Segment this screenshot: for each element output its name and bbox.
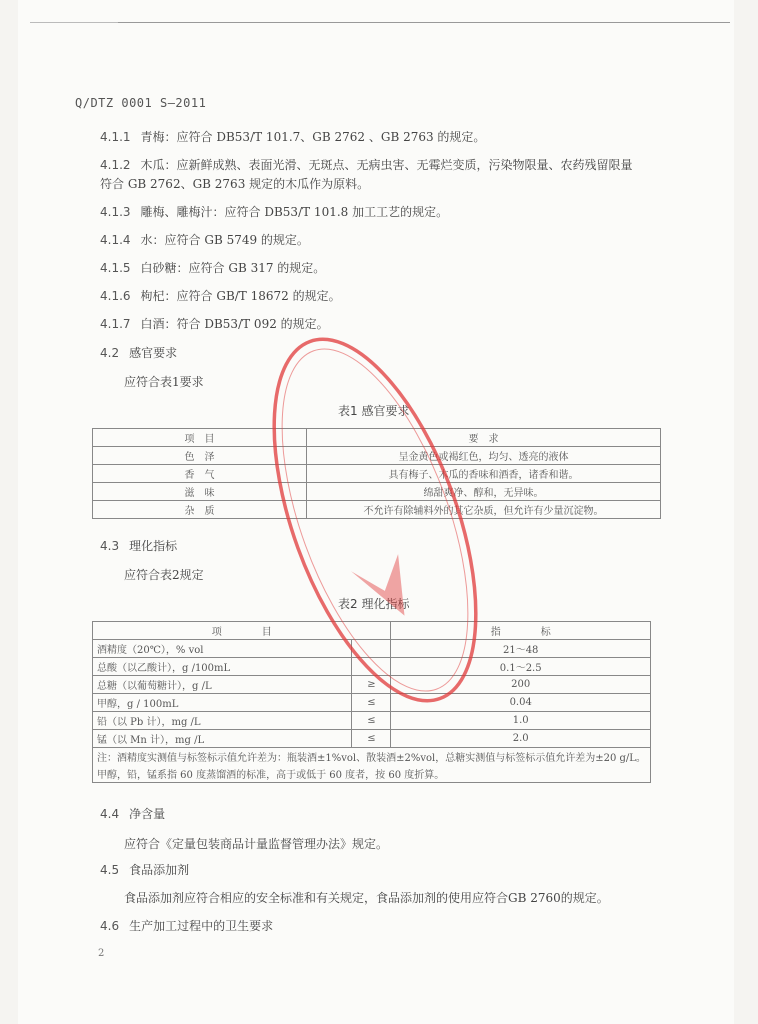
table-header-row: 项 目 要 求 [93,429,661,447]
table1-caption: 表1 感官要求 [338,404,410,418]
standard-code: Q/DTZ 0001 S—2011 [75,96,207,110]
physicochemical-table [92,621,651,783]
table-row: 酒精度（20℃），% vol 21～48 [93,640,651,658]
table-row: 总酸（以乙酸计），g /100mL 0.1～2.5 [93,658,651,676]
table2-caption: 表2 理化指标 [338,597,410,611]
clause-4-1-1: 4.1.1 青梅：应符合 DB53/T 101.7、GB 2762 、GB 2763 的规定。 [100,130,486,144]
table-row: 杂 质 不允许有除辅料外的其它杂质，但允许有少量沉淀物。 [93,501,661,519]
table-header-row: 项 目 指 标 [93,622,651,640]
section-4-4-heading: 4.4 净含量 [100,807,166,821]
table-row: 香 气 具有梅子、木瓜的香味和酒香，诸香和谐。 [93,465,661,483]
clause-4-1-7: 4.1.7 白酒：符合 DB53/T 092 的规定。 [100,317,329,331]
table-row: 铅（以 Pb 计），mg /L ≤ 1.0 [93,712,651,730]
section-4-4-body: 应符合《定量包装商品计量监督管理办法》规定。 [124,837,389,851]
section-4-2-heading: 4.2 感官要求 [100,346,178,360]
clause-4-1-2-cont: 符合 GB 2762、GB 2763 规定的木瓜作为原料。 [100,177,370,191]
section-4-3-heading: 4.3 理化指标 [100,539,178,553]
section-4-2-body: 应符合表1要求 [124,375,204,389]
table-row: 总糖（以葡萄糖计），g /L ≥ 200 [93,676,651,694]
section-4-5-heading: 4.5 食品添加剂 [100,863,190,877]
table-row: 锰（以 Mn 计），mg /L ≤ 2.0 [93,730,651,748]
sensory-table [92,428,661,519]
table-row: 色 泽 呈金黄色或褐红色，均匀、透亮的液体 [93,447,661,465]
header-rule-dark [118,22,730,23]
table-row: 滋 味 绵甜爽净、醇和，无异味。 [93,483,661,501]
clause-4-1-5: 4.1.5 白砂糖：应符合 GB 317 的规定。 [100,261,326,275]
table-note-row: 甲醇，铅，锰系指 60 度蒸馏酒的标准，高于或低于 60 度者，按 60 度折算。 [93,765,651,783]
clause-4-1-4: 4.1.4 水：应符合 GB 5749 的规定。 [100,233,309,247]
clause-4-1-3: 4.1.3 雕梅、雕梅汁：应符合 DB53/T 101.8 加工工艺的规定。 [100,205,449,219]
section-4-3-body: 应符合表2规定 [124,568,204,582]
table-note-row: 注：酒精度实测值与标签标示值允许差为：瓶装酒±1%vol、散装酒±2%vol，总糖实测值与标签标示值允许差为±20 g/L。 [93,748,651,766]
section-4-6-heading: 4.6 生产加工过程中的卫生要求 [100,919,274,933]
clause-4-1-6: 4.1.6 枸杞：应符合 GB/T 18672 的规定。 [100,289,341,303]
section-4-5-body: 食品添加剂应符合相应的安全标准和有关规定，食品添加剂的使用应符合GB 2760的规定。 [124,891,609,905]
clause-4-1-2: 4.1.2 木瓜：应新鲜成熟、表面光滑、无斑点、无病虫害、无霉烂变质，污染物限量、农药残留限量 [100,158,633,172]
table-row: 甲醇，g / 100mL ≤ 0.04 [93,694,651,712]
page-number: 2 [98,948,105,959]
